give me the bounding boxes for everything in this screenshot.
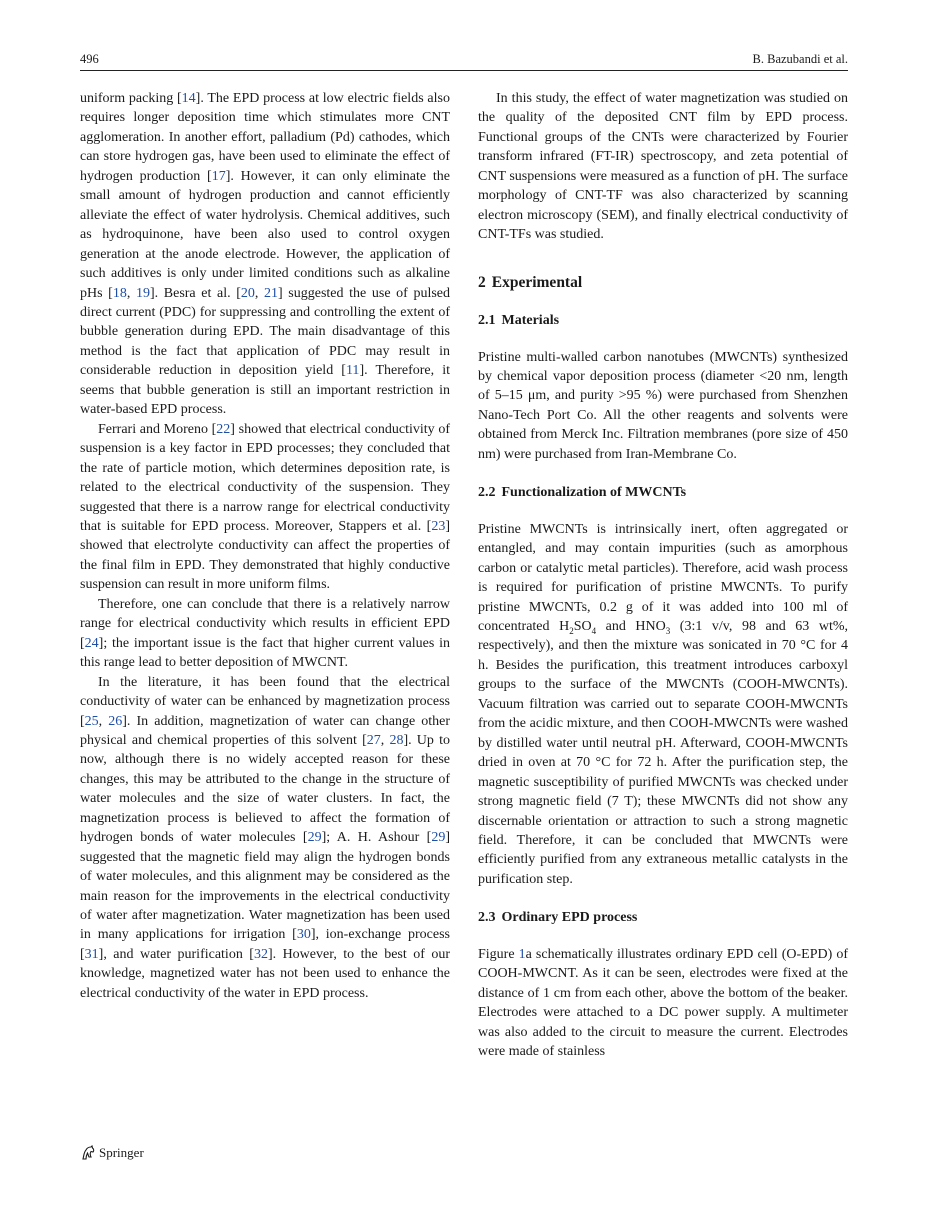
subscript: 2 [569,625,574,636]
text-fragment: Ferrari and Moreno [ [98,421,217,437]
materials-paragraph: Pristine multi-walled carbon nanotubes (MWCNTs) synthesized by chemical vapor deposition process (diameter <20 nm, length of 5–15 μm, and purity >95 %) were purchased from Shenzhen Nano-Tech Port Co. All the other reagents and solvents were obtained from Merck Inc. Filtration membranes (pore size of 450 nm) were purchased from Iran-Membrane Co. [478,349,848,462]
text-fragment: In the literature, it has been found that the electrical conductivity of water can be enhanced by magnetization process [ [80,674,450,729]
citation-link[interactable]: 17 [211,168,226,184]
citation-link[interactable]: 25 [84,713,99,729]
citation-link[interactable]: 24 [84,635,99,651]
section-heading-experimental [478,273,848,292]
text-fragment: ]. Up to now, although there is no widely accepted reason for these changes, this may be attributed to the change in the structure of water molecules and the size of water clusters. In fact, the magnetization process is believed to affect the formation of hydrogen bonds of water molecules [ [80,732,450,846]
text-fragment: (3:1 v/v, 98 and 63 wt%, respectively), and then the mixture was sonicated in 70 °C for 4 h. Besides the purification, this treatment introduces carboxyl groups to the surface of the MWCNTs (COOH-MWCNTs). Vacuum filtration was carried out to separate COOH-MWCNTs from the acidic mixture, and then COOH-MWCNTs were washed by distilled water until neutral pH. Afterward, COOH-MWCNTs dried in oven at 70 °C for 72 h. After the purification step, the magnetic susceptibility of purified MWCNTs was checked under strong magnetic field (7 T); these MWCNTs did not show any discernable orientation or attraction to such a strong magnetic field. Therefore, it can be concluded that MWCNTs were efficiently purified from any extraneous metallic catalysts in the purification step. [478,618,848,887]
figure-link[interactable]: 1 [518,946,526,962]
citation-link[interactable]: 29 [307,830,322,846]
body-paragraph [80,89,450,420]
text-fragment: ]. Therefore, it seems that bubble generation is still an important restriction in water-based EPD process. [80,363,450,418]
text-fragment: and HNO [596,618,666,634]
text-fragment: ] suggested that the magnetic field may align the hydrogen bonds of water molecules, and this alignment may be considered as the main reason for the improvements in the electrical conductivity of water after magnetization. Water magnetization has been used in many applications for irrigation [ [80,830,450,943]
ordinary-epd-paragraph [478,945,848,1062]
text-fragment: , [380,732,390,748]
text-fragment: ] showed that electrolyte conductivity can affect the properties of the final film in EPD. They demonstrated that highly conductive suspension can result in more uniform films. [80,518,450,593]
text-fragment: SO [573,618,592,634]
right-column [478,89,848,1061]
functionalization-paragraph [478,520,848,890]
text-fragment: Pristine MWCNTs is intrinsically inert, often aggregated or entangled, and may contain impurities (such as amorphous carbon or catalytic metal particles). Therefore, acid wash process is required for purification of pristine MWCNTs. To purify pristine MWCNTs, 0.2 g of it was added into 100 ml of concentrated H [478,521,848,634]
text-fragment: ], and water purification [ [98,946,254,962]
subsection-number: 2.1 [478,313,496,329]
text-fragment: a schematically illustrates ordinary EPD cell (O-EPD) of COOH-MWCNT. As it can be seen, electrodes were fixed at the distance of 1 cm from each other, above the bottom of the beaker. Electrodes were attached to a DC power supply. A multimeter was also added to the circuit to measure the current. Electrodes were made of stainless [478,946,848,1060]
subscript: 4 [591,625,597,636]
citation-link[interactable]: 18 [112,285,127,301]
text-fragment: ]; A. H. Ashour [ [321,830,432,846]
citation-link[interactable]: 31 [84,946,99,962]
citation-link[interactable]: 23 [431,518,446,534]
text-fragment: ]. However, it can only eliminate the small amount of hydrogen production and cannot efficiently alleviate the effect of water hydrolysis. Chemical additives, such as hydroquinone, have been also used to control oxygen generation at the anode electrode. However, the application of such additives is only under limited conditions such as alkaline pHs [ [80,168,450,301]
text-fragment: ]. Besra et al. [ [149,285,241,301]
section-number: 2 [478,273,486,291]
citation-link[interactable]: 11 [345,363,360,379]
subsection-title: Materials [501,313,560,329]
subscript: 3 [665,625,671,636]
text-fragment: Figure [478,946,519,962]
subsection-heading-ordinary-epd [478,908,848,927]
text-fragment: ]; the important issue is the fact that higher current values in this range lead to better deposition of MWCNT. [80,635,450,671]
citation-link[interactable]: 27 [366,732,381,748]
text-fragment: , [98,713,109,729]
text-fragment: ]. In addition, magnetization of water can change other physical and chemical properties of this solvent [ [80,713,451,748]
intro-paragraph: In this study, the effect of water magnetization was studied on the quality of the deposited CNT film by EPD process. Functional groups of the CNTs were characterized by Fourier transform infrared (FT-IR) spectroscopy, and zeta potential of CNT suspensions were measured as a function of pH. The surface morphology of CNT-TF was also characterized by scanning electron microscopy (SEM), and finally electrical conductivity of CNT-TFs was studied. [478,91,848,243]
body-paragraph [80,673,450,1004]
subsection-number: 2.2 [478,485,496,501]
publisher-footer [80,1145,144,1161]
citation-link[interactable]: 29 [431,830,446,846]
subsection-title: Functionalization of MWCNTs [501,485,687,501]
springer-horse-icon [80,1145,96,1161]
citation-link[interactable]: 19 [135,285,150,301]
text-fragment: ]. The EPD process at low electric fields also requires longer deposition time which stimulates more CNT agglomeration. In another effort, palladium (Pd) cathodes, which can store hydrogen gas, have been used to eliminate the effect of hydrogen production [ [80,91,450,184]
text-fragment: uniform packing [ [80,91,182,106]
text-fragment: ], ion-exchange process [ [80,927,450,962]
body-paragraph [80,595,450,673]
citation-link[interactable]: 22 [216,421,231,437]
section-title: Experimental [491,273,583,291]
text-fragment: ]. However, to the best of our knowledge, magnetized water has not been used to enhance the electrical conductivity of the water in EPD process. [80,946,450,1001]
citation-link[interactable]: 14 [181,91,196,106]
running-header [80,50,848,71]
citation-link[interactable]: 26 [108,713,123,729]
text-fragment: Therefore, one can conclude that there is a relatively narrow range for electrical conductivity which results in efficient EPD [ [80,596,450,651]
left-column [80,89,450,1003]
page-number: 496 [80,52,99,66]
text-fragment: ] suggested the use of pulsed direct current (PDC) for suppressing and controlling the extent of bubble generation during EPD. The main disadvantage of this method is the fact that application of PDC may result in considerable reduction in deposition yield [ [80,285,450,379]
citation-link[interactable]: 20 [240,285,255,301]
subsection-heading-materials [478,311,848,330]
running-authors: B. Bazubandi et al. [752,52,848,66]
citation-link[interactable]: 32 [253,946,268,962]
text-fragment: , [254,285,265,301]
body-paragraph [80,420,450,595]
subsection-heading-functionalization [478,483,848,502]
text-fragment: , [126,285,136,301]
publisher-name: Springer [99,1145,144,1160]
text-fragment: ] showed that electrical conductivity of suspension is a key factor in EPD processes; they concluded that the rate of particle motion, which determines deposition rate, is related to the electrical conductivity of the suspension. They suggested that there is a narrow range for electrical conductivity that is suitable for EPD process. Moreover, Stappers et al. [ [80,421,450,534]
citation-link[interactable]: 30 [296,927,311,943]
subsection-title: Ordinary EPD process [501,910,638,926]
citation-link[interactable]: 28 [389,732,404,748]
subsection-number: 2.3 [478,910,496,926]
citation-link[interactable]: 21 [264,285,279,301]
